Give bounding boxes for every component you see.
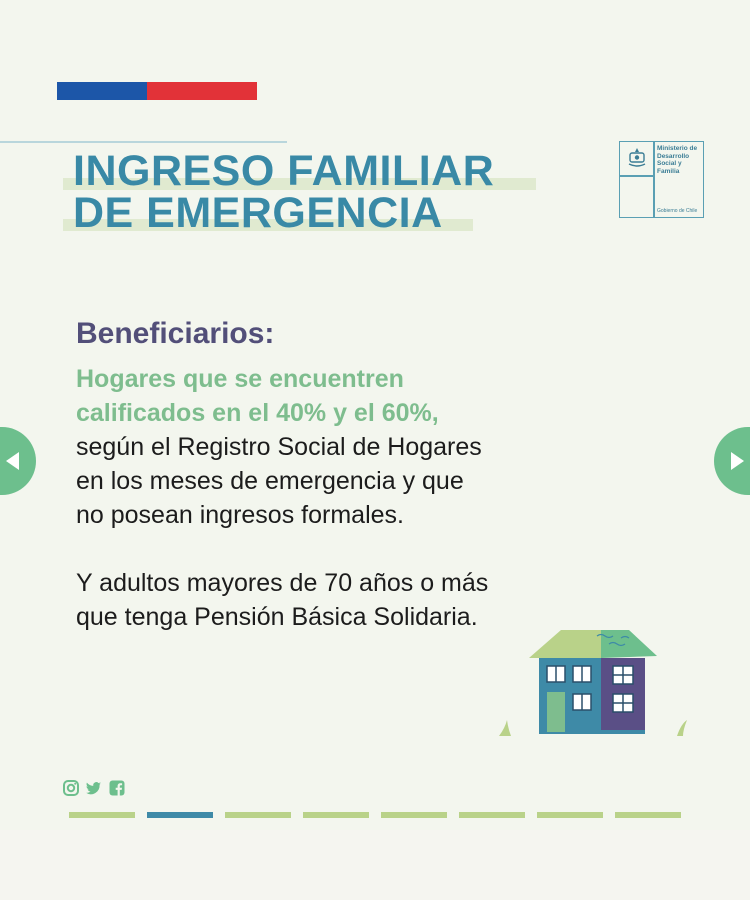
slide-indicator[interactable] [537, 812, 603, 818]
flag-red-segment [147, 82, 257, 100]
body-paragraph-1: según el Registro Social de Hogares en los meses de emergencia y que no posean ingresos formales. [76, 433, 482, 529]
title-line-1: INGRESO FAMILIAR [73, 147, 495, 195]
chevron-right-icon [731, 452, 744, 470]
section-heading: Beneficiarios: [76, 317, 275, 350]
next-slide-button[interactable] [714, 427, 750, 495]
ministry-logo [619, 141, 704, 218]
slide-indicator[interactable] [615, 812, 681, 818]
slide-indicator[interactable] [303, 812, 369, 818]
prev-slide-button[interactable] [0, 427, 36, 495]
slide-indicator[interactable] [147, 812, 213, 818]
ministry-name: Ministerio de Desarrollo Social y Familia [657, 145, 698, 175]
facebook-icon[interactable] [108, 779, 126, 797]
chile-flag-bar [57, 82, 257, 100]
social-links [62, 779, 126, 797]
body-paragraph-2: Y adultos mayores de 70 años o más que tenga Pensión Básica Solidaria. [76, 569, 489, 631]
title-line-2: DE EMERGENCIA [73, 189, 443, 237]
main-content [76, 316, 496, 634]
house-illustration [497, 624, 697, 740]
highlight-text: Hogares que se encuentren calificados en el 40% y el 60%, [76, 365, 439, 427]
slide-indicator[interactable] [225, 812, 291, 818]
flag-blue-segment [57, 82, 147, 100]
chevron-left-icon [6, 452, 19, 470]
page-title [73, 147, 495, 237]
slide-indicator[interactable] [69, 812, 135, 818]
government-name: Gobierno de Chile [657, 208, 698, 214]
coat-of-arms-icon [626, 146, 648, 170]
instagram-icon[interactable] [62, 779, 80, 797]
carousel-progress [69, 812, 681, 818]
twitter-icon[interactable] [85, 779, 103, 797]
title-rule [0, 141, 287, 143]
slide-indicator[interactable] [459, 812, 525, 818]
slide-indicator[interactable] [381, 812, 447, 818]
